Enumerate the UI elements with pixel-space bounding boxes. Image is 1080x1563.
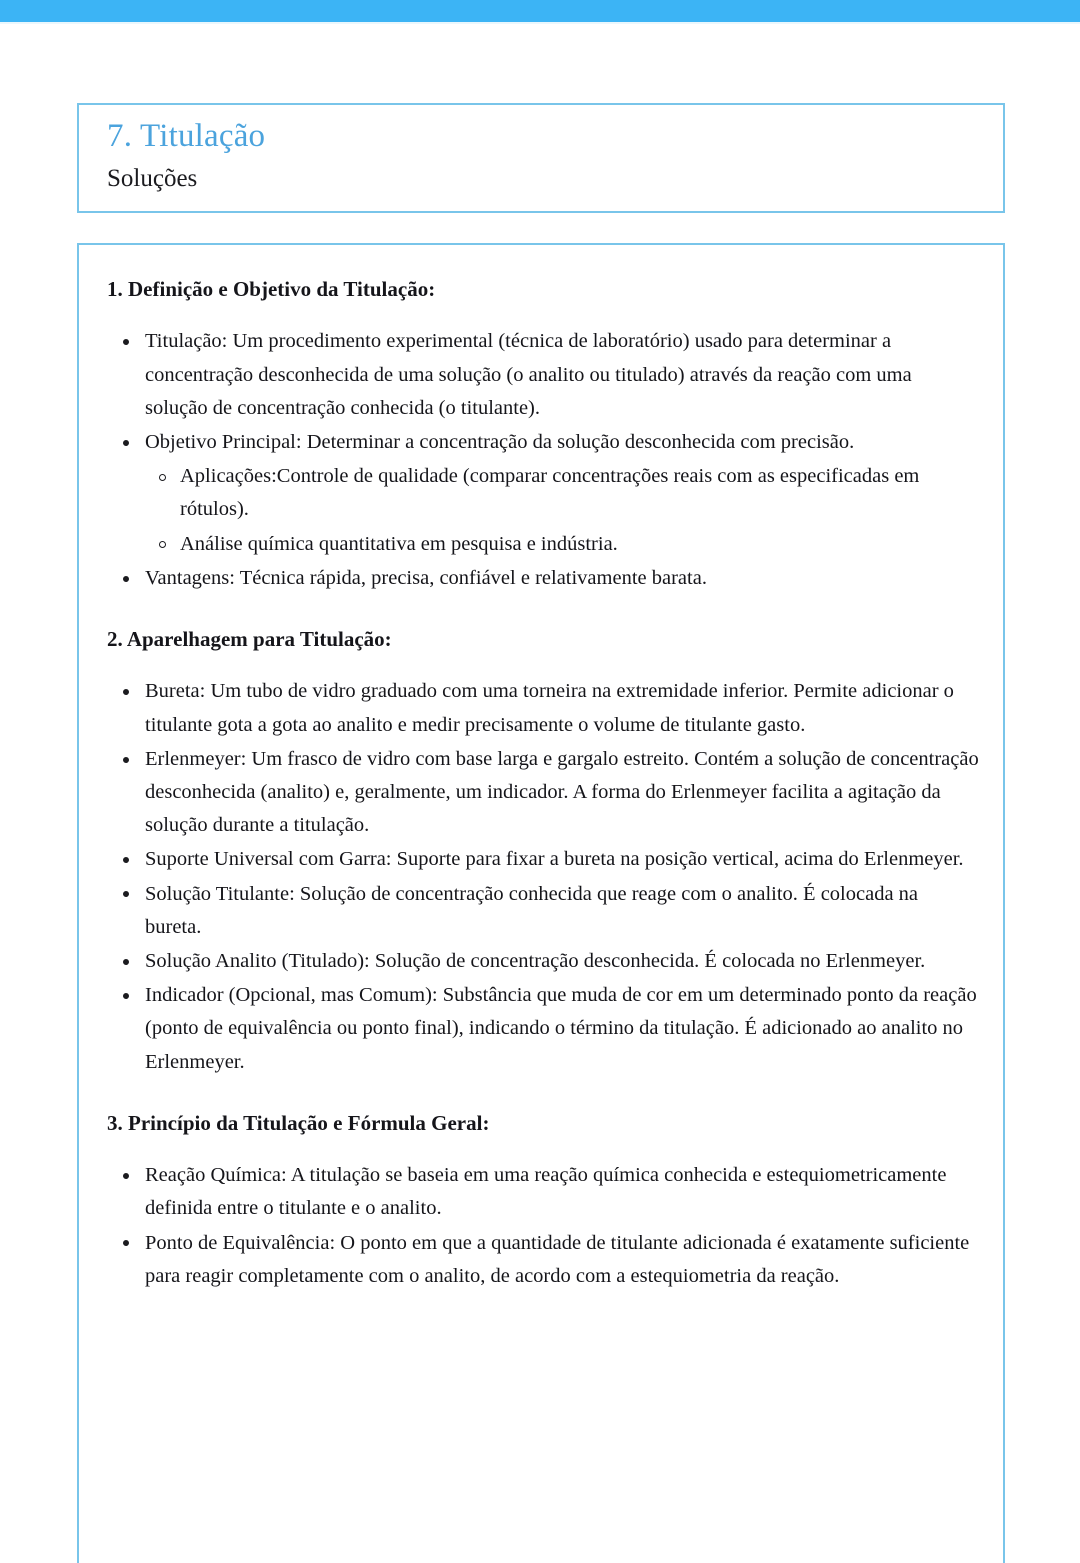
bullet-disc-icon [123,1240,129,1246]
document-body [107,275,979,1294]
list-item-text: Erlenmeyer: Um frasco de vidro com base larga e gargalo estreito. Contém a solução de concentração desconhecida (analito) e, geralmente, um indicador. A forma do Erlenmeyer facilita a agitação da solução durante a titulação. [145,747,979,837]
bullet-disc-icon [123,959,129,965]
bullet-disc-icon [123,1173,129,1179]
section-heading: 2. Aparelhagem para Titulação: [107,626,392,651]
sub-list-item [107,528,979,561]
content-section [107,1109,979,1293]
list-item [107,743,979,843]
bullet-list [107,1159,979,1293]
section-heading: 1. Definição e Objetivo da Titulação: [107,277,436,301]
bullet-disc-icon [123,339,129,345]
bullet-circle-icon [159,474,166,481]
list-item [107,878,979,944]
sub-list-item-text: Análise química quantitativa em pesquisa e indústria. [180,532,618,555]
list-item [107,562,979,595]
content-section [107,625,979,1079]
list-item-text: Indicador (Opcional, mas Comum): Substância que muda de cor em um determinado ponto da reação (ponto de equivalência ou ponto final), indicando o término da titulação. É adicionado ao analito no Erlenmeyer. [145,984,977,1073]
list-item-text: Solução Titulante: Solução de concentração conhecida que reage com o analito. É colocada na bureta. [145,882,919,938]
list-item-text: Vantagens: Técnica rápida, precisa, confiável e relativamente barata. [145,566,707,589]
bullet-disc-icon [123,576,129,582]
list-item [107,979,979,1079]
bullet-disc-icon [123,891,129,897]
bullet-circle-icon [159,541,166,548]
list-item-text: Titulação: Um procedimento experimental (técnica de laboratório) usado para determinar a concentração desconhecida de uma solução (o analito ou titulado) através da reação com uma solução de concentração conhecida (o titulante). [145,330,912,419]
page-subtitle: Soluções [107,165,198,192]
top-accent-bar [0,0,1080,22]
list-item [107,1159,979,1225]
list-item [107,945,979,978]
list-item [107,675,979,741]
section-heading: 3. Princípio da Titulação e Fórmula Geral: [107,1110,490,1135]
bullet-disc-icon [123,757,129,763]
list-item [107,1227,979,1293]
list-item-text: Suporte Universal com Garra: Suporte para fixar a bureta na posição vertical, acima do Erlenmeyer. [145,848,964,871]
sub-list-item-text: Aplicações:Controle de qualidade (comparar concentrações reais com as especificadas em rótulos). [180,465,920,521]
bullet-disc-icon [123,440,129,446]
list-item [107,325,979,425]
sub-bullet-list [107,460,979,561]
bullet-disc-icon [123,857,129,863]
list-item [107,426,979,459]
bullet-disc-icon [123,689,129,695]
document-header-card [77,103,1005,213]
page-title: 7. Titulação [107,118,266,154]
bullet-list [107,325,979,595]
list-item-text: Objetivo Principal: Determinar a concentração da solução desconhecida com precisão. [145,430,855,453]
bullet-list [107,675,979,1078]
sub-list-item [107,460,979,526]
list-item-text: Reação Química: A titulação se baseia em uma reação química conhecida e estequiometricamente definida entre o titulante e o analito. [145,1164,947,1220]
list-item-text: Ponto de Equivalência: O ponto em que a quantidade de titulante adicionada é exatamente suficiente para reagir completamente com o analito, de acordo com a estequiometria da reação. [145,1231,970,1287]
content-section [107,275,979,595]
bullet-disc-icon [123,993,129,999]
list-item-text: Bureta: Um tubo de vidro graduado com uma torneira na extremidade inferior. Permite adicionar o titulante gota a gota ao analito e medir precisamente o volume de titulante gasto. [145,680,954,736]
document-content-card [77,243,1005,1563]
list-item [107,843,979,876]
top-accent-bar-shadow [0,22,1080,24]
list-item-text: Solução Analito (Titulado): Solução de concentração desconhecida. É colocada no Erlenmeyer. [145,949,926,972]
